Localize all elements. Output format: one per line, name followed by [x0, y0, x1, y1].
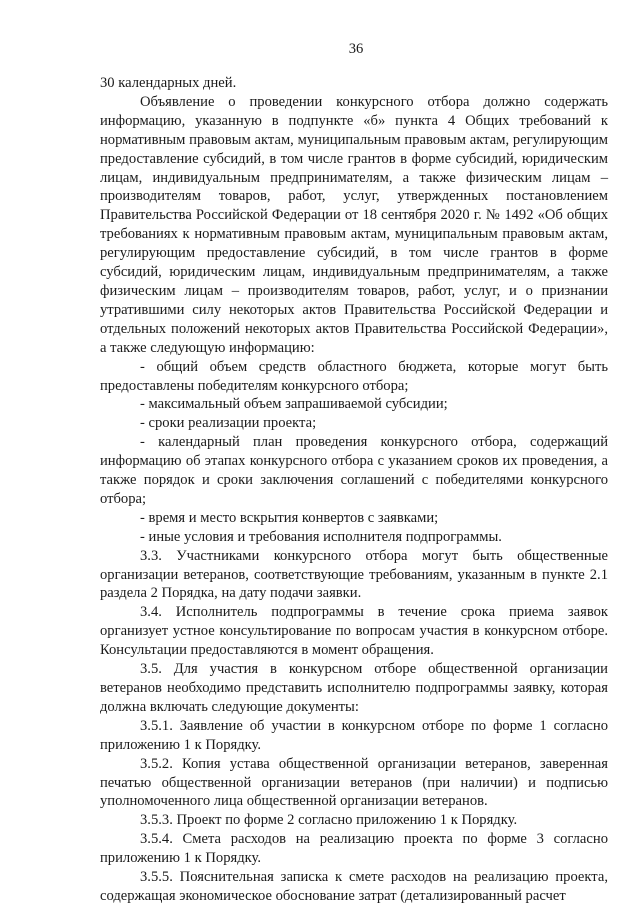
paragraph-3-5-2: 3.5.2. Копия устава общественной организации ветеранов, заверенная печатью общественной организации ветеранов (при наличии) и подписью уполномоченного лица общественной организации ветеранов. [100, 755, 608, 810]
paragraph-3-5-5: 3.5.5. Пояснительная записка к смете расходов на реализацию проекта, содержащая экономическое обоснование затрат (детализированный расчет [100, 869, 608, 904]
paragraph-3-5-4: 3.5.4. Смета расходов на реализацию проекта по форме 3 согласно приложению 1 к Порядку. [100, 831, 608, 867]
page-number: 36 [348, 41, 364, 57]
paragraph-3-5-3: 3.5.3. Проект по форме 2 согласно приложению 1 к Порядку. [140, 812, 518, 829]
paragraph-3-4: 3.4. Исполнитель подпрограммы в течение срока приема заявок организует устное консультирование по вопросам участия в конкурсном отборе. Консультации предоставляются в момент обращения. [100, 604, 608, 659]
paragraph-3-5-1: 3.5.1. Заявление об участии в конкурсном отборе по форме 1 согласно приложению 1 к Порядку. [100, 717, 608, 753]
paragraph-announcement: Объявление о проведении конкурсного отбора должно содержать информацию, указанную в подпункте «б» пункта 4 Общих требований к нормативным правовым актам, муниципальным правовым актам, регулирующим предоставление субсидий, в том числе грантов в форме субсидий, юридическим лицам, индивидуальным предпринимателям, а также физическим лицам – производителям товаров, работ, услуг, утвержденных постановлением Правительства Российской Федерации от 18 сентября 2020 г. № 1492 «Об общих требованиях к нормативным правовым актам, муниципальным правовым актам, регулирующим предоставление субсидий, в том числе грантов в форме субсидий, юридическим лицам, индивидуальным предпринимателям, а также физическим лицам – производителям товаров, работ, услуг, и о признании утратившими силу некоторых актов Правительства Российской Федерации и отдельных положений некоторых актов Правительства Российской Федерации», а также следующую информацию: [100, 93, 608, 356]
list-item-calendar-plan: - календарный план проведения конкурсного отбора, содержащий информацию об этапах конкурсного отбора с указанием сроков их проведения, а также порядок и сроки заключения соглашений с победителями конкурсного отбора; [100, 434, 608, 507]
paragraph-3-5: 3.5. Для участия в конкурсном отборе общественной организации ветеранов необходимо представить исполнителю подпрограммы заявку, которая должна включать следующие документы: [100, 661, 608, 715]
document-page [100, 40, 608, 906]
paragraph-3-3: 3.3. Участниками конкурсного отбора могут быть общественные организации ветеранов, соответствующие требованиям, указанным в пункте 2.1 раздела 2 Порядка, на дату подачи заявки. [100, 547, 608, 602]
paragraph-continuation: 30 календарных дней. [100, 75, 237, 91]
list-item-max-subsidy: - максимальный объем запрашиваемой субсидии; [140, 396, 448, 413]
list-item-budget-volume: - общий объем средств областного бюджета, которые могут быть предоставлены победителям конкурсного отбора; [100, 358, 608, 394]
list-item-project-terms: - сроки реализации проекта; [140, 415, 317, 432]
list-item-opening-envelopes: - время и место вскрытия конвертов с заявками; [140, 509, 439, 526]
list-item-other-conditions: - иные условия и требования исполнителя подпрограммы. [140, 528, 502, 545]
